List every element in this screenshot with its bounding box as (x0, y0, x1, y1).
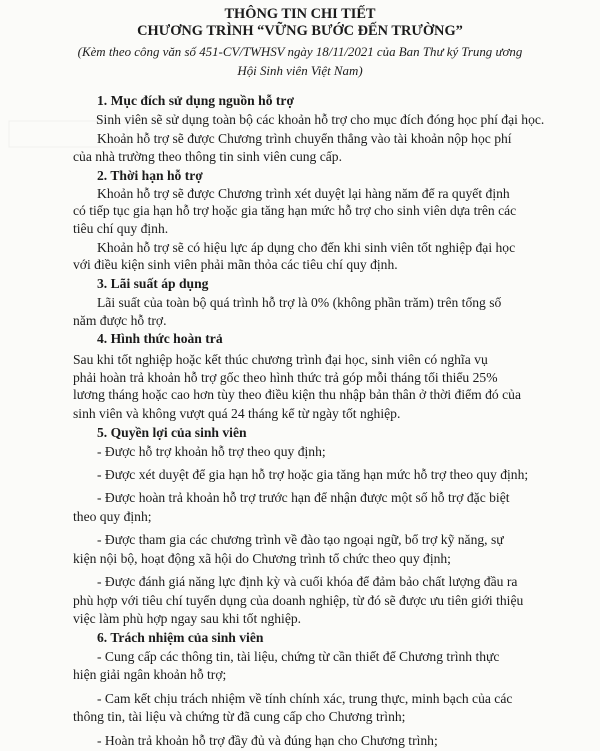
list-item: - Được xét duyệt để gia hạn hỗ trợ hoặc gia tăng hạn mức hỗ trợ theo quy định; (97, 466, 529, 482)
body-line: sinh viên và không vượt quá 24 tháng kể từ ngày tốt nghiệp. (73, 405, 401, 421)
list-item: - Cam kết chịu trách nhiệm về tính chính xác, trung thực, minh bạch của các (97, 691, 513, 707)
body-line: Khoản hỗ trợ sẽ được Chương trình xét duyệt lại hàng năm để ra quyết định (97, 185, 510, 201)
section-3-heading: 3. Lãi suất áp dụng (97, 276, 209, 292)
section-6-heading: 6. Trách nhiệm của sinh viên (97, 629, 264, 645)
body-line: Sau khi tốt nghiệp hoặc kết thúc chương trình đại học, sinh viên có nghĩa vụ (73, 351, 488, 367)
list-item-continuation: hiện giải ngân khoản hỗ trợ; (73, 667, 227, 683)
list-item: - Được đánh giá năng lực định kỳ và cuối khóa để đảm bảo chất lượng đầu ra (97, 574, 518, 590)
list-item: - Hoàn trả khoản hỗ trợ đầy đủ và đúng hạn cho Chương trình; (97, 733, 438, 748)
document-title-line1: THÔNG TIN CHI TIẾT (224, 6, 376, 22)
body-line: Khoản hỗ trợ sẽ có hiệu lực áp dụng cho đến khi sinh viên tốt nghiệp đại học (97, 239, 516, 255)
body-line: năm được hỗ trợ. (73, 312, 167, 328)
body-line: với điều kiện sinh viên phải mãn thỏa các tiêu chí quy định. (73, 257, 398, 273)
body-line: phải hoàn trả khoản hỗ trợ gốc theo hình thức trả góp mỗi tháng tối thiểu 25% (73, 370, 498, 386)
list-item-continuation: theo quy định; (73, 508, 152, 524)
list-item-continuation: thông tin, tài liệu và chứng từ đã cung cấp cho Chương trình; (73, 709, 406, 725)
list-item: - Được hoàn trả khoản hỗ trợ trước hạn để nhận được một số hỗ trợ đặc biệt (97, 489, 510, 505)
body-line: của nhà trường theo thông tin sinh viên cung cấp. (73, 148, 343, 164)
body-line: Khoản hỗ trợ sẽ được Chương trình chuyển thẳng vào tài khoản nộp học phí (97, 131, 512, 147)
list-item: - Cung cấp các thông tin, tài liệu, chứng từ cần thiết để Chương trình thực (97, 649, 500, 665)
list-item-continuation: kiện nội bộ, hoạt động xã hội do Chương trình tổ chức theo quy định; (73, 550, 451, 566)
document-subtitle-line2: Hội Sinh viên Việt Nam) (237, 63, 363, 78)
section-1-heading: 1. Mục đích sử dụng nguồn hỗ trợ (97, 93, 294, 108)
body-line: Lãi suất của toàn bộ quá trình hỗ trợ là 0% (không phần trăm) trên tổng số (97, 295, 502, 311)
section-5-heading: 5. Quyền lợi của sinh viên (97, 424, 247, 440)
document-subtitle-line1: (Kèm theo công văn số 451-CV/TWHSV ngày 18/11/2021 của Ban Thư ký Trung ương (77, 44, 523, 59)
body-line: Sinh viên sẽ sử dụng toàn bộ các khoản hỗ trợ cho mục đích đóng học phí đại học. (96, 112, 545, 128)
section-4-heading: 4. Hình thức hoàn trả (97, 330, 223, 346)
body-line: có tiếp tục gia hạn hỗ trợ hoặc gia tăng hạn mức hỗ trợ cho sinh viên dựa trên các (73, 203, 517, 219)
section-2-heading: 2. Thời hạn hỗ trợ (97, 167, 203, 183)
body-line: tiêu chí quy định. (73, 220, 169, 236)
list-item-continuation: việc làm phù hợp ngay sau khi tốt nghiệp. (73, 610, 302, 626)
list-item-continuation: phù hợp với tiêu chí tuyển dụng của doanh nghiệp, từ đó sẽ được ưu tiên giới thiệu (73, 592, 524, 608)
list-item: - Được tham gia các chương trình về đào tạo ngoại ngữ, bổ trợ kỹ năng, sự (97, 532, 504, 548)
document-title-line2: CHƯƠNG TRÌNH “VỮNG BƯỚC ĐẾN TRƯỜNG” (137, 23, 463, 39)
list-item: - Được hỗ trợ khoản hỗ trợ theo quy định; (97, 443, 326, 459)
body-line: lương tháng hoặc cao hơn tùy theo điều kiện thu nhập bản thân ở thời điểm đó của (73, 387, 521, 403)
